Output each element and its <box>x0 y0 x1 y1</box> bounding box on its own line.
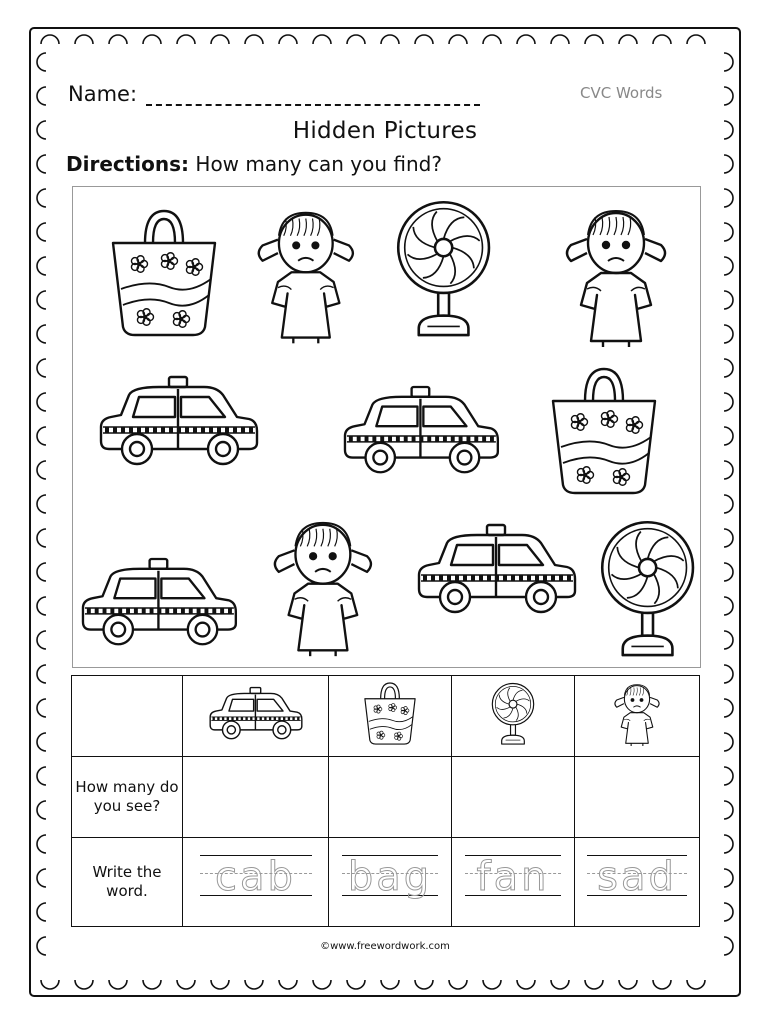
fan-icon <box>492 683 533 744</box>
count-row-label: How many do you see? <box>72 757 183 838</box>
scene-canvas <box>73 187 700 667</box>
name-input-line[interactable] <box>146 104 480 106</box>
write-cell-fan[interactable] <box>452 838 575 927</box>
trace-word-cab: cab <box>215 854 296 900</box>
hidden-pictures-scene <box>72 186 701 668</box>
girl-icon <box>607 679 667 749</box>
directions-text: How many can you find? <box>189 152 442 176</box>
girl-icon <box>259 213 353 344</box>
cab-icon <box>210 688 302 739</box>
count-cell-girl[interactable] <box>575 757 700 838</box>
header-cell-bag <box>329 676 452 757</box>
write-row <box>72 838 700 927</box>
worksheet-tag: CVC Words <box>580 84 663 102</box>
header-cell-girl <box>575 676 700 757</box>
cab-icon <box>101 377 257 464</box>
fan-icon <box>398 202 489 335</box>
cab-icon <box>345 387 498 472</box>
cab-icon <box>419 525 575 612</box>
bag-icon <box>365 683 415 744</box>
write-cell-bag[interactable] <box>329 838 452 927</box>
name-label: Name: <box>68 82 138 106</box>
fan-icon <box>483 679 543 749</box>
trace-word-sad: sad <box>597 854 677 900</box>
directions <box>66 152 442 176</box>
corner-cell <box>72 676 183 757</box>
cab-icon <box>83 559 236 644</box>
count-cell-fan[interactable] <box>452 757 575 838</box>
bag-icon <box>113 211 215 335</box>
count-cell-cab[interactable] <box>183 757 329 838</box>
bag-icon <box>553 369 655 493</box>
copyright-footer: ©www.freewordwork.com <box>320 941 450 952</box>
directions-label: Directions: <box>66 152 190 176</box>
write-row-label: Write the word. <box>72 838 183 927</box>
write-cell-cab[interactable] <box>183 838 329 927</box>
table-header-row <box>72 676 700 757</box>
page-title: Hidden Pictures <box>292 118 478 144</box>
girl-icon <box>567 211 665 347</box>
write-cell-sad[interactable] <box>575 838 700 927</box>
girl-icon <box>615 685 659 746</box>
girl-icon <box>275 523 371 656</box>
header-cell-cab <box>183 676 329 757</box>
header-cell-fan <box>452 676 575 757</box>
fan-icon <box>602 522 693 655</box>
bag-icon <box>355 679 425 749</box>
count-cell-bag[interactable] <box>329 757 452 838</box>
trace-word-bag: bag <box>347 854 433 900</box>
count-row <box>72 757 700 838</box>
cab-icon <box>206 679 306 749</box>
count-table <box>71 675 700 927</box>
trace-word-fan: fan <box>476 854 550 900</box>
